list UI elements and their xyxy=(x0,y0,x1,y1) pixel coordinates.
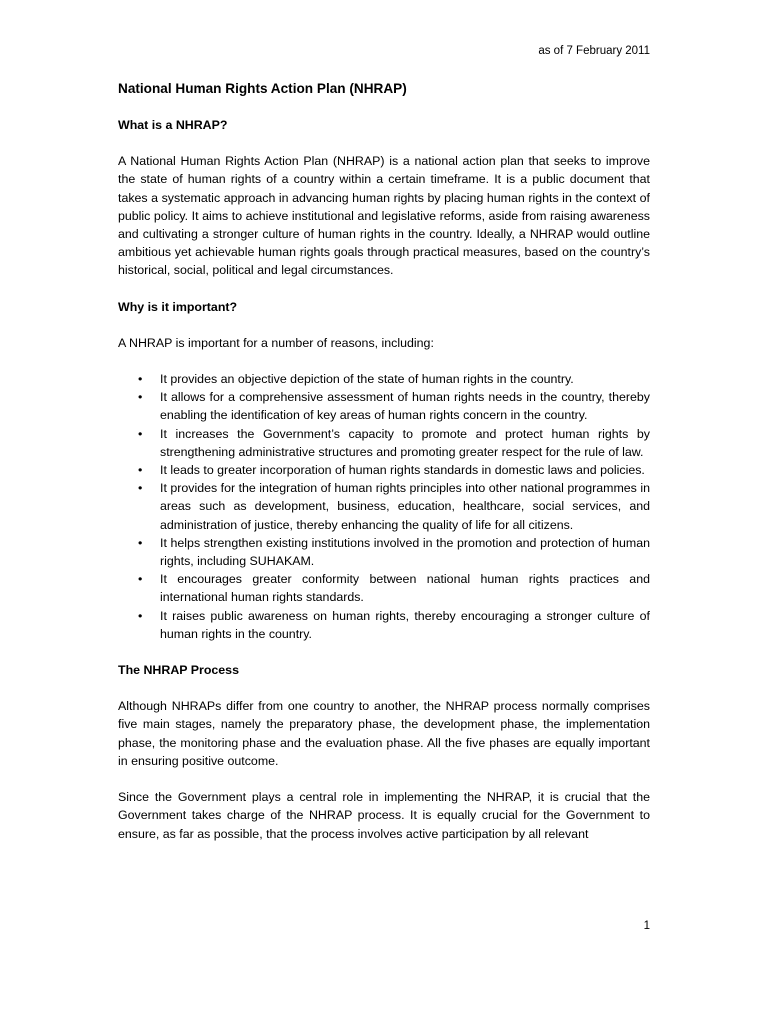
list-item: • It provides an objective depiction of the state of human rights in the country. xyxy=(118,370,650,388)
bullet-icon: • xyxy=(138,535,143,550)
bullet-icon: • xyxy=(138,608,143,623)
section-heading-why: Why is it important? xyxy=(118,299,238,314)
section-heading-process: The NHRAP Process xyxy=(118,663,239,678)
list-item: • It allows for a comprehensive assessment of human rights needs in the country, thereby enabling the identification of key areas of human rights concern in the country. xyxy=(138,390,650,423)
list-item: • It increases the Government’s capacity to promote and protect human rights by strengthening administrative structures and promoting greater respect for the rule of law. xyxy=(138,426,650,459)
bullet-icon: • xyxy=(138,463,143,478)
bullet-icon: • xyxy=(138,572,143,587)
section-paragraph-what: A National Human Rights Action Plan (NHRAP) is a national action plan that seeks to improve the state of human rights of a country within a certain timeframe. It is a public document that takes a systematic approach in advancing human rights by placing human rights in the context of public policy. It aims to achieve institutional and legislative reforms, aside from raising awareness and cultivating a stronger culture of human rights in the country. Ideally, a NHRAP would outline ambitious yet achievable human rights goals through practical measures, based on the country’s historical, social, political and legal circumstances. xyxy=(118,154,650,278)
bullet-icon: • xyxy=(138,426,143,441)
bullet-icon: • xyxy=(138,390,143,405)
list-item: • It provides for the integration of human rights principles into other national programmes in areas such as development, business, education, healthcare, social services, and administration of justice, thereby enhancing the quality of life for all citizens. xyxy=(138,481,650,532)
list-item: • It helps strengthen existing institutions involved in the promotion and protection of human rights, including SUHAKAM. xyxy=(138,535,650,569)
section-paragraph-process-2: Since the Government plays a central role in implementing the NHRAP, it is crucial that the Government takes charge of the NHRAP process. It is equally crucial for the Government to ensure, as far as possible, that the process involves active participation by all relevant xyxy=(118,790,650,841)
section-heading-what: What is a NHRAP? xyxy=(118,118,228,132)
document-date: as of 7 February 2011 xyxy=(538,45,650,57)
section-paragraph-process-1: Although NHRAPs differ from one country to another, the NHRAP process normally comprises five main stages, namely the preparatory phase, the development phase, the implementation phase, the monitoring phase and the evaluation phase. All the five phases are equally important in ensuring positive outcome. xyxy=(118,699,650,768)
section-intro-why: A NHRAP is important for a number of reasons, including: xyxy=(118,335,434,350)
list-item: • It leads to greater incorporation of human rights standards in domestic laws and policies. xyxy=(118,461,650,479)
page-number: 1 xyxy=(643,920,650,932)
document-content xyxy=(118,80,650,861)
reasons-list xyxy=(118,370,650,643)
document-title: National Human Rights Action Plan (NHRAP) xyxy=(118,81,407,96)
list-item: • It encourages greater conformity between national human rights practices and international human rights standards. xyxy=(138,572,650,605)
bullet-icon: • xyxy=(138,481,143,496)
list-item: • It raises public awareness on human rights, thereby encouraging a stronger culture of human rights in the country. xyxy=(138,608,650,641)
bullet-icon: • xyxy=(138,372,143,387)
